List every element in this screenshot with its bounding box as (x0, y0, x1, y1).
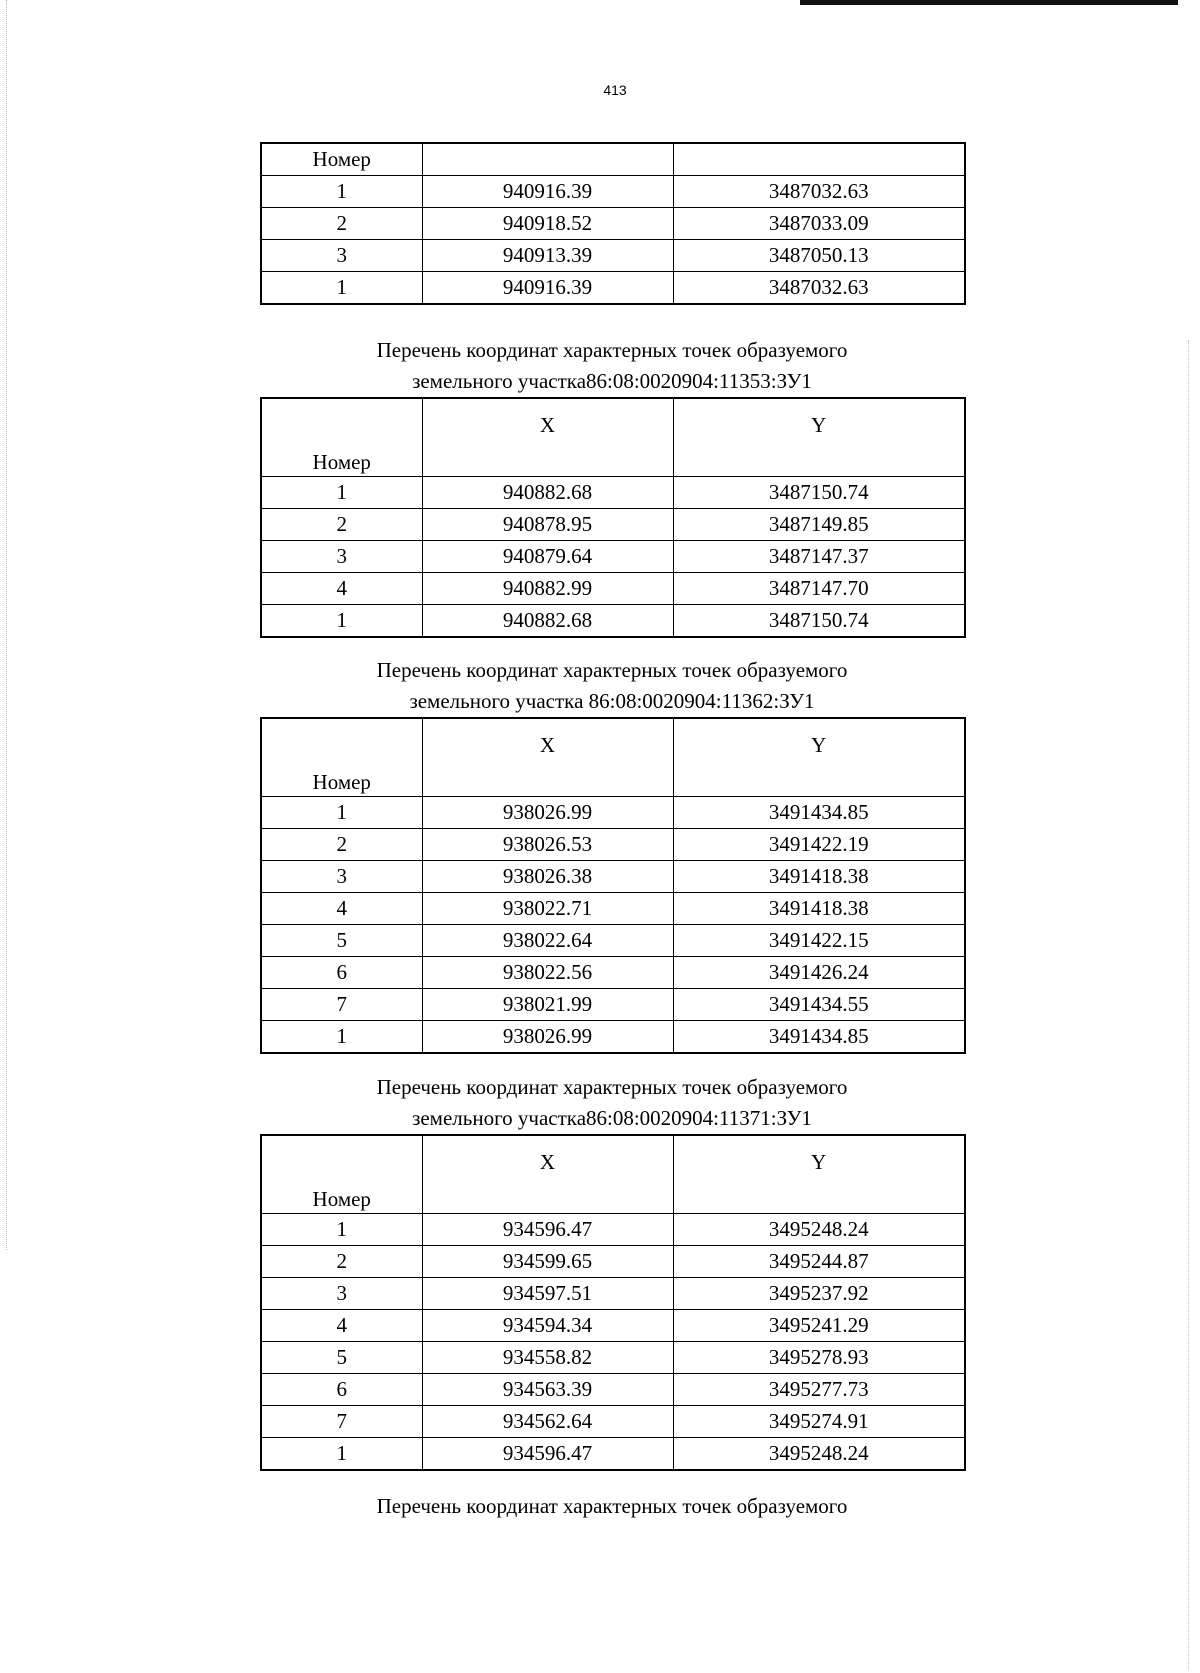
header-x (422, 143, 673, 176)
y-coordinate: 3487033.09 (673, 208, 965, 240)
table-row (261, 208, 965, 240)
scan-edge-left (6, 0, 9, 1250)
coordinates-section-4 (260, 1072, 964, 1471)
header-x: X (422, 718, 673, 797)
x-coordinate: 940882.99 (422, 573, 673, 605)
scan-edge-right (1188, 340, 1191, 1670)
y-coordinate: 3487147.70 (673, 573, 965, 605)
y-coordinate: 3491422.15 (673, 925, 965, 957)
x-coordinate: 938026.53 (422, 829, 673, 861)
table-caption: Перечень координат характерных точек образуемого (376, 1494, 848, 1518)
x-coordinate: 940918.52 (422, 208, 673, 240)
y-coordinate: 3487147.37 (673, 541, 965, 573)
point-number: 4 (261, 1310, 422, 1342)
x-coordinate: 934594.34 (422, 1310, 673, 1342)
y-coordinate: 3487050.13 (673, 240, 965, 272)
table-row (261, 1278, 965, 1310)
coordinates-section-3 (260, 655, 964, 1054)
caption-line: Перечень координат характерных точек образуемого (376, 338, 848, 362)
top-rule (800, 0, 1178, 5)
table-row (261, 1342, 965, 1374)
table-row (261, 477, 965, 509)
coordinates-section-1 (260, 142, 964, 305)
point-number: 1 (261, 1021, 422, 1054)
coordinates-table (260, 1134, 966, 1471)
x-coordinate: 938026.38 (422, 861, 673, 893)
table-row (261, 176, 965, 208)
caption-line: Перечень координат характерных точек образуемого (376, 1075, 848, 1099)
caption-line: земельного участка86:08:0020904:11353:ЗУ1 (412, 369, 812, 393)
x-coordinate: 940879.64 (422, 541, 673, 573)
caption-line: Перечень координат характерных точек образуемого (376, 658, 848, 682)
point-number: 2 (261, 509, 422, 541)
y-coordinate: 3491422.19 (673, 829, 965, 861)
table-row (261, 925, 965, 957)
x-coordinate: 934596.47 (422, 1214, 673, 1246)
table-caption (260, 655, 964, 717)
table-row (261, 1021, 965, 1054)
x-coordinate: 940882.68 (422, 477, 673, 509)
point-number: 4 (261, 573, 422, 605)
point-number: 2 (261, 208, 422, 240)
table-header-row (261, 1135, 965, 1214)
table-row (261, 573, 965, 605)
point-number: 1 (261, 605, 422, 638)
y-coordinate: 3495274.91 (673, 1406, 965, 1438)
point-number: 3 (261, 541, 422, 573)
header-number: Номер (261, 143, 422, 176)
point-number: 1 (261, 1214, 422, 1246)
table-row (261, 1246, 965, 1278)
y-coordinate: 3491434.85 (673, 797, 965, 829)
point-number: 3 (261, 1278, 422, 1310)
point-number: 1 (261, 272, 422, 305)
x-coordinate: 938021.99 (422, 989, 673, 1021)
table-row (261, 829, 965, 861)
x-coordinate: 934596.47 (422, 1438, 673, 1471)
table-row (261, 1438, 965, 1471)
x-coordinate: 934563.39 (422, 1374, 673, 1406)
x-coordinate: 934562.64 (422, 1406, 673, 1438)
header-y: Y (673, 718, 965, 797)
coordinates-table (260, 142, 966, 305)
y-coordinate: 3495248.24 (673, 1438, 965, 1471)
header-number: Номер (261, 718, 422, 797)
table-row (261, 541, 965, 573)
table-row (261, 1406, 965, 1438)
table-row (261, 893, 965, 925)
x-coordinate: 934599.65 (422, 1246, 673, 1278)
table-header-row (261, 398, 965, 477)
caption-line: земельного участка 86:08:0020904:11362:ЗУ1 (409, 689, 815, 713)
table-body (261, 176, 965, 305)
x-coordinate: 940882.68 (422, 605, 673, 638)
table-row (261, 989, 965, 1021)
page-number: 413 (603, 82, 627, 98)
coordinates-section-2 (260, 335, 964, 638)
header-x: X (422, 398, 673, 477)
point-number: 6 (261, 1374, 422, 1406)
y-coordinate: 3491434.55 (673, 989, 965, 1021)
table-row (261, 272, 965, 305)
table-body (261, 797, 965, 1054)
point-number: 5 (261, 925, 422, 957)
x-coordinate: 940916.39 (422, 176, 673, 208)
table-caption (260, 1072, 964, 1134)
table-caption (260, 335, 964, 397)
caption-line: земельного участка86:08:0020904:11371:ЗУ1 (412, 1106, 812, 1130)
x-coordinate: 938022.64 (422, 925, 673, 957)
point-number: 1 (261, 797, 422, 829)
y-coordinate: 3495278.93 (673, 1342, 965, 1374)
header-number: Номер (261, 398, 422, 477)
header-y: Y (673, 398, 965, 477)
point-number: 2 (261, 1246, 422, 1278)
point-number: 5 (261, 1342, 422, 1374)
y-coordinate: 3491418.38 (673, 861, 965, 893)
table-row (261, 957, 965, 989)
x-coordinate: 938026.99 (422, 797, 673, 829)
x-coordinate: 938026.99 (422, 1021, 673, 1054)
y-coordinate: 3491434.85 (673, 1021, 965, 1054)
table-body (261, 1214, 965, 1471)
y-coordinate: 3487150.74 (673, 477, 965, 509)
table-row (261, 861, 965, 893)
y-coordinate: 3495277.73 (673, 1374, 965, 1406)
y-coordinate: 3487032.63 (673, 176, 965, 208)
header-y (673, 143, 965, 176)
point-number: 1 (261, 1438, 422, 1471)
point-number: 3 (261, 861, 422, 893)
point-number: 4 (261, 893, 422, 925)
header-x: X (422, 1135, 673, 1214)
x-coordinate: 938022.71 (422, 893, 673, 925)
table-row (261, 1374, 965, 1406)
point-number: 2 (261, 829, 422, 861)
coordinates-table (260, 717, 966, 1054)
x-coordinate: 940913.39 (422, 240, 673, 272)
header-y: Y (673, 1135, 965, 1214)
x-coordinate: 940916.39 (422, 272, 673, 305)
point-number: 6 (261, 957, 422, 989)
x-coordinate: 940878.95 (422, 509, 673, 541)
y-coordinate: 3487149.85 (673, 509, 965, 541)
point-number: 1 (261, 176, 422, 208)
x-coordinate: 934558.82 (422, 1342, 673, 1374)
table-header-row (261, 718, 965, 797)
coordinates-table (260, 397, 966, 638)
header-number: Номер (261, 1135, 422, 1214)
table-row (261, 240, 965, 272)
point-number: 3 (261, 240, 422, 272)
y-coordinate: 3491426.24 (673, 957, 965, 989)
x-coordinate: 938022.56 (422, 957, 673, 989)
y-coordinate: 3495248.24 (673, 1214, 965, 1246)
table-row (261, 1214, 965, 1246)
y-coordinate: 3495237.92 (673, 1278, 965, 1310)
y-coordinate: 3495241.29 (673, 1310, 965, 1342)
table-row (261, 797, 965, 829)
point-number: 7 (261, 1406, 422, 1438)
table-header-row (261, 143, 965, 176)
point-number: 7 (261, 989, 422, 1021)
x-coordinate: 934597.51 (422, 1278, 673, 1310)
table-row (261, 605, 965, 638)
trailing-section (260, 1491, 964, 1522)
y-coordinate: 3491418.38 (673, 893, 965, 925)
y-coordinate: 3487150.74 (673, 605, 965, 638)
y-coordinate: 3487032.63 (673, 272, 965, 305)
y-coordinate: 3495244.87 (673, 1246, 965, 1278)
table-row (261, 1310, 965, 1342)
table-row (261, 509, 965, 541)
point-number: 1 (261, 477, 422, 509)
table-body (261, 477, 965, 638)
